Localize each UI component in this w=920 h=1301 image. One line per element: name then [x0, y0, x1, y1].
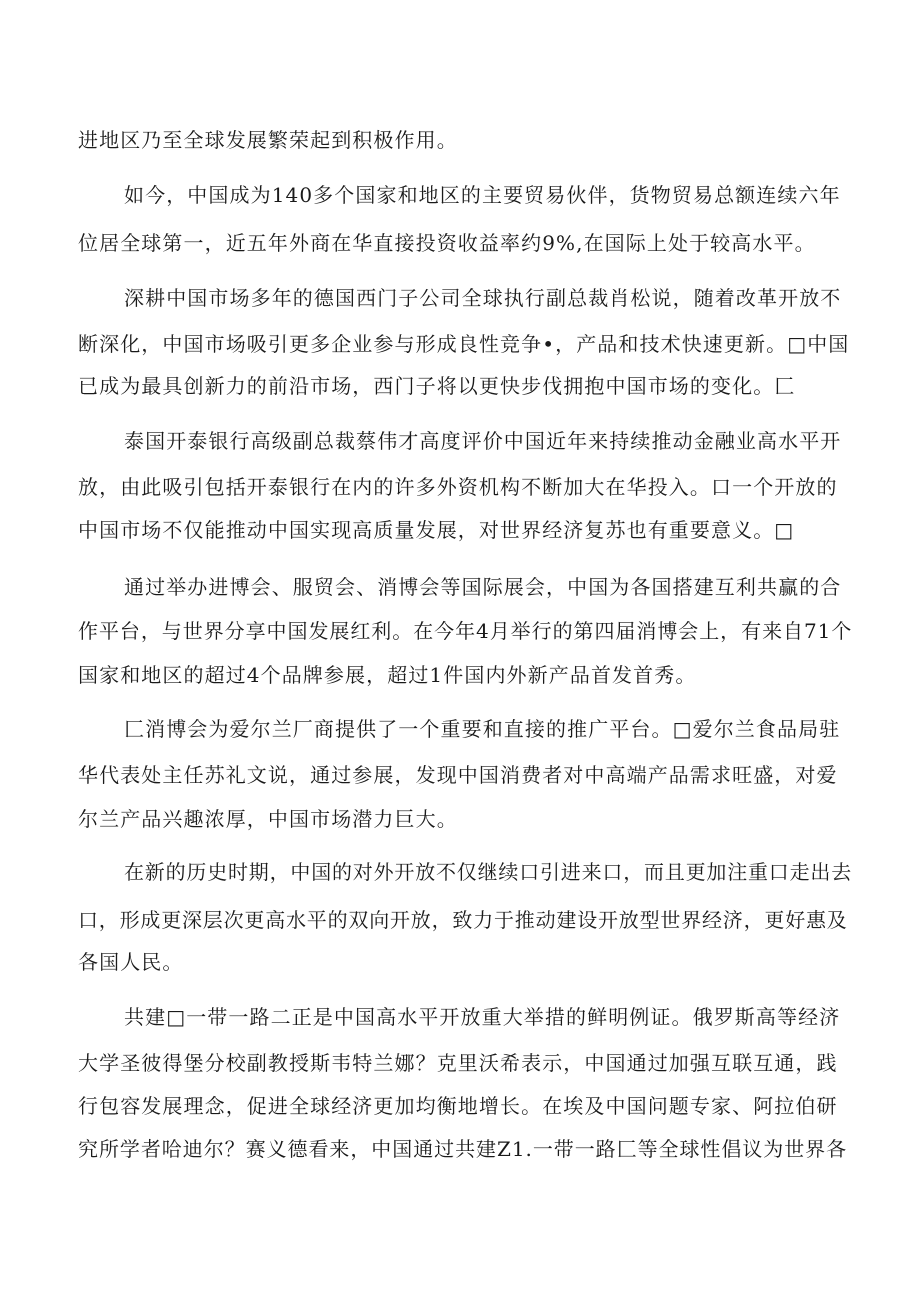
text-line: 作平台，与世界分享中国发展红利。在今年4月举行的第四届消博会上，有来自71个 [78, 619, 853, 643]
text-line: 如今，中国成为140多个国家和地区的主要贸易伙伴，货物贸易总额连续六年 [124, 183, 841, 207]
text-line: 在新的历史时期，中国的对外开放不仅继续口引进来口，而且更加注重口走出去 [124, 860, 852, 884]
text-line: 通过举办进博会、服贸会、消博会等国际展会，中国为各国搭建互利共赢的合 [124, 575, 842, 599]
text-line: 深耕中国市场多年的德国西门子公司全球执行副总裁肖松说，随着改革开放不 [124, 286, 842, 310]
text-line: 口，形成更深层次更高水平的双向开放，致力于推动建设开放型世界经济，更好惠及 [78, 908, 848, 932]
text-line: 究所学者哈迪尔？赛义德看来，中国通过共建Z1.一带一路匚等全球性倡议为世界各 [78, 1137, 848, 1161]
text-line: 泰国开泰银行高级副总裁蔡伟才高度评价中国近年来持续推动金融业高水平开 [124, 429, 842, 453]
text-line: 共建□一带一路二正是中国高水平开放重大举措的鲜明例证。俄罗斯高等经济 [124, 1005, 841, 1029]
text-line: 进地区乃至全球发展繁荣起到积极作用。 [78, 128, 458, 152]
text-line: 匚消博会为爱尔兰厂商提供了一个重要和直接的推广平台。□爱尔兰食品局驻 [124, 717, 841, 741]
text-line: 国家和地区的超过4个品牌参展，超过1件国内外新产品首发首秀。 [78, 663, 697, 687]
text-line: 各国人民。 [78, 950, 184, 974]
text-line: 放，由此吸引包括开泰银行在内的许多外资机构不断加大在华投入。口一个开放的 [78, 475, 838, 499]
text-line: 行包容发展理念，促进全球经济更加均衡地增长。在埃及中国问题专家、阿拉伯研 [78, 1094, 838, 1118]
text-line: 大学圣彼得堡分校副教授斯韦特兰娜？克里沃希表示，中国通过加强互联互通，践 [78, 1051, 838, 1075]
text-line: 已成为最具创新力的前沿市场，西门子将以更快步伐拥抱中国市场的变化。匚 [78, 374, 796, 398]
text-line: 中国市场不仅能推动中国实现高质量发展，对世界经济复苏也有重要意义。□ [78, 518, 795, 542]
text-line: 华代表处主任苏礼文说，通过参展，发现中国消费者对中高端产品需求旺盛，对爱 [78, 763, 838, 787]
text-line: 尔兰产品兴趣浓厚，中国市场潜力巨大。 [78, 807, 458, 831]
text-line: 断深化，中国市场吸引更多企业参与形成良性竞争•，产品和技术快速更新。□中国 [78, 332, 850, 356]
text-line: 位居全球第一，近五年外商在华直接投资收益率约9%,在国际上处于较高水平。 [78, 231, 816, 255]
